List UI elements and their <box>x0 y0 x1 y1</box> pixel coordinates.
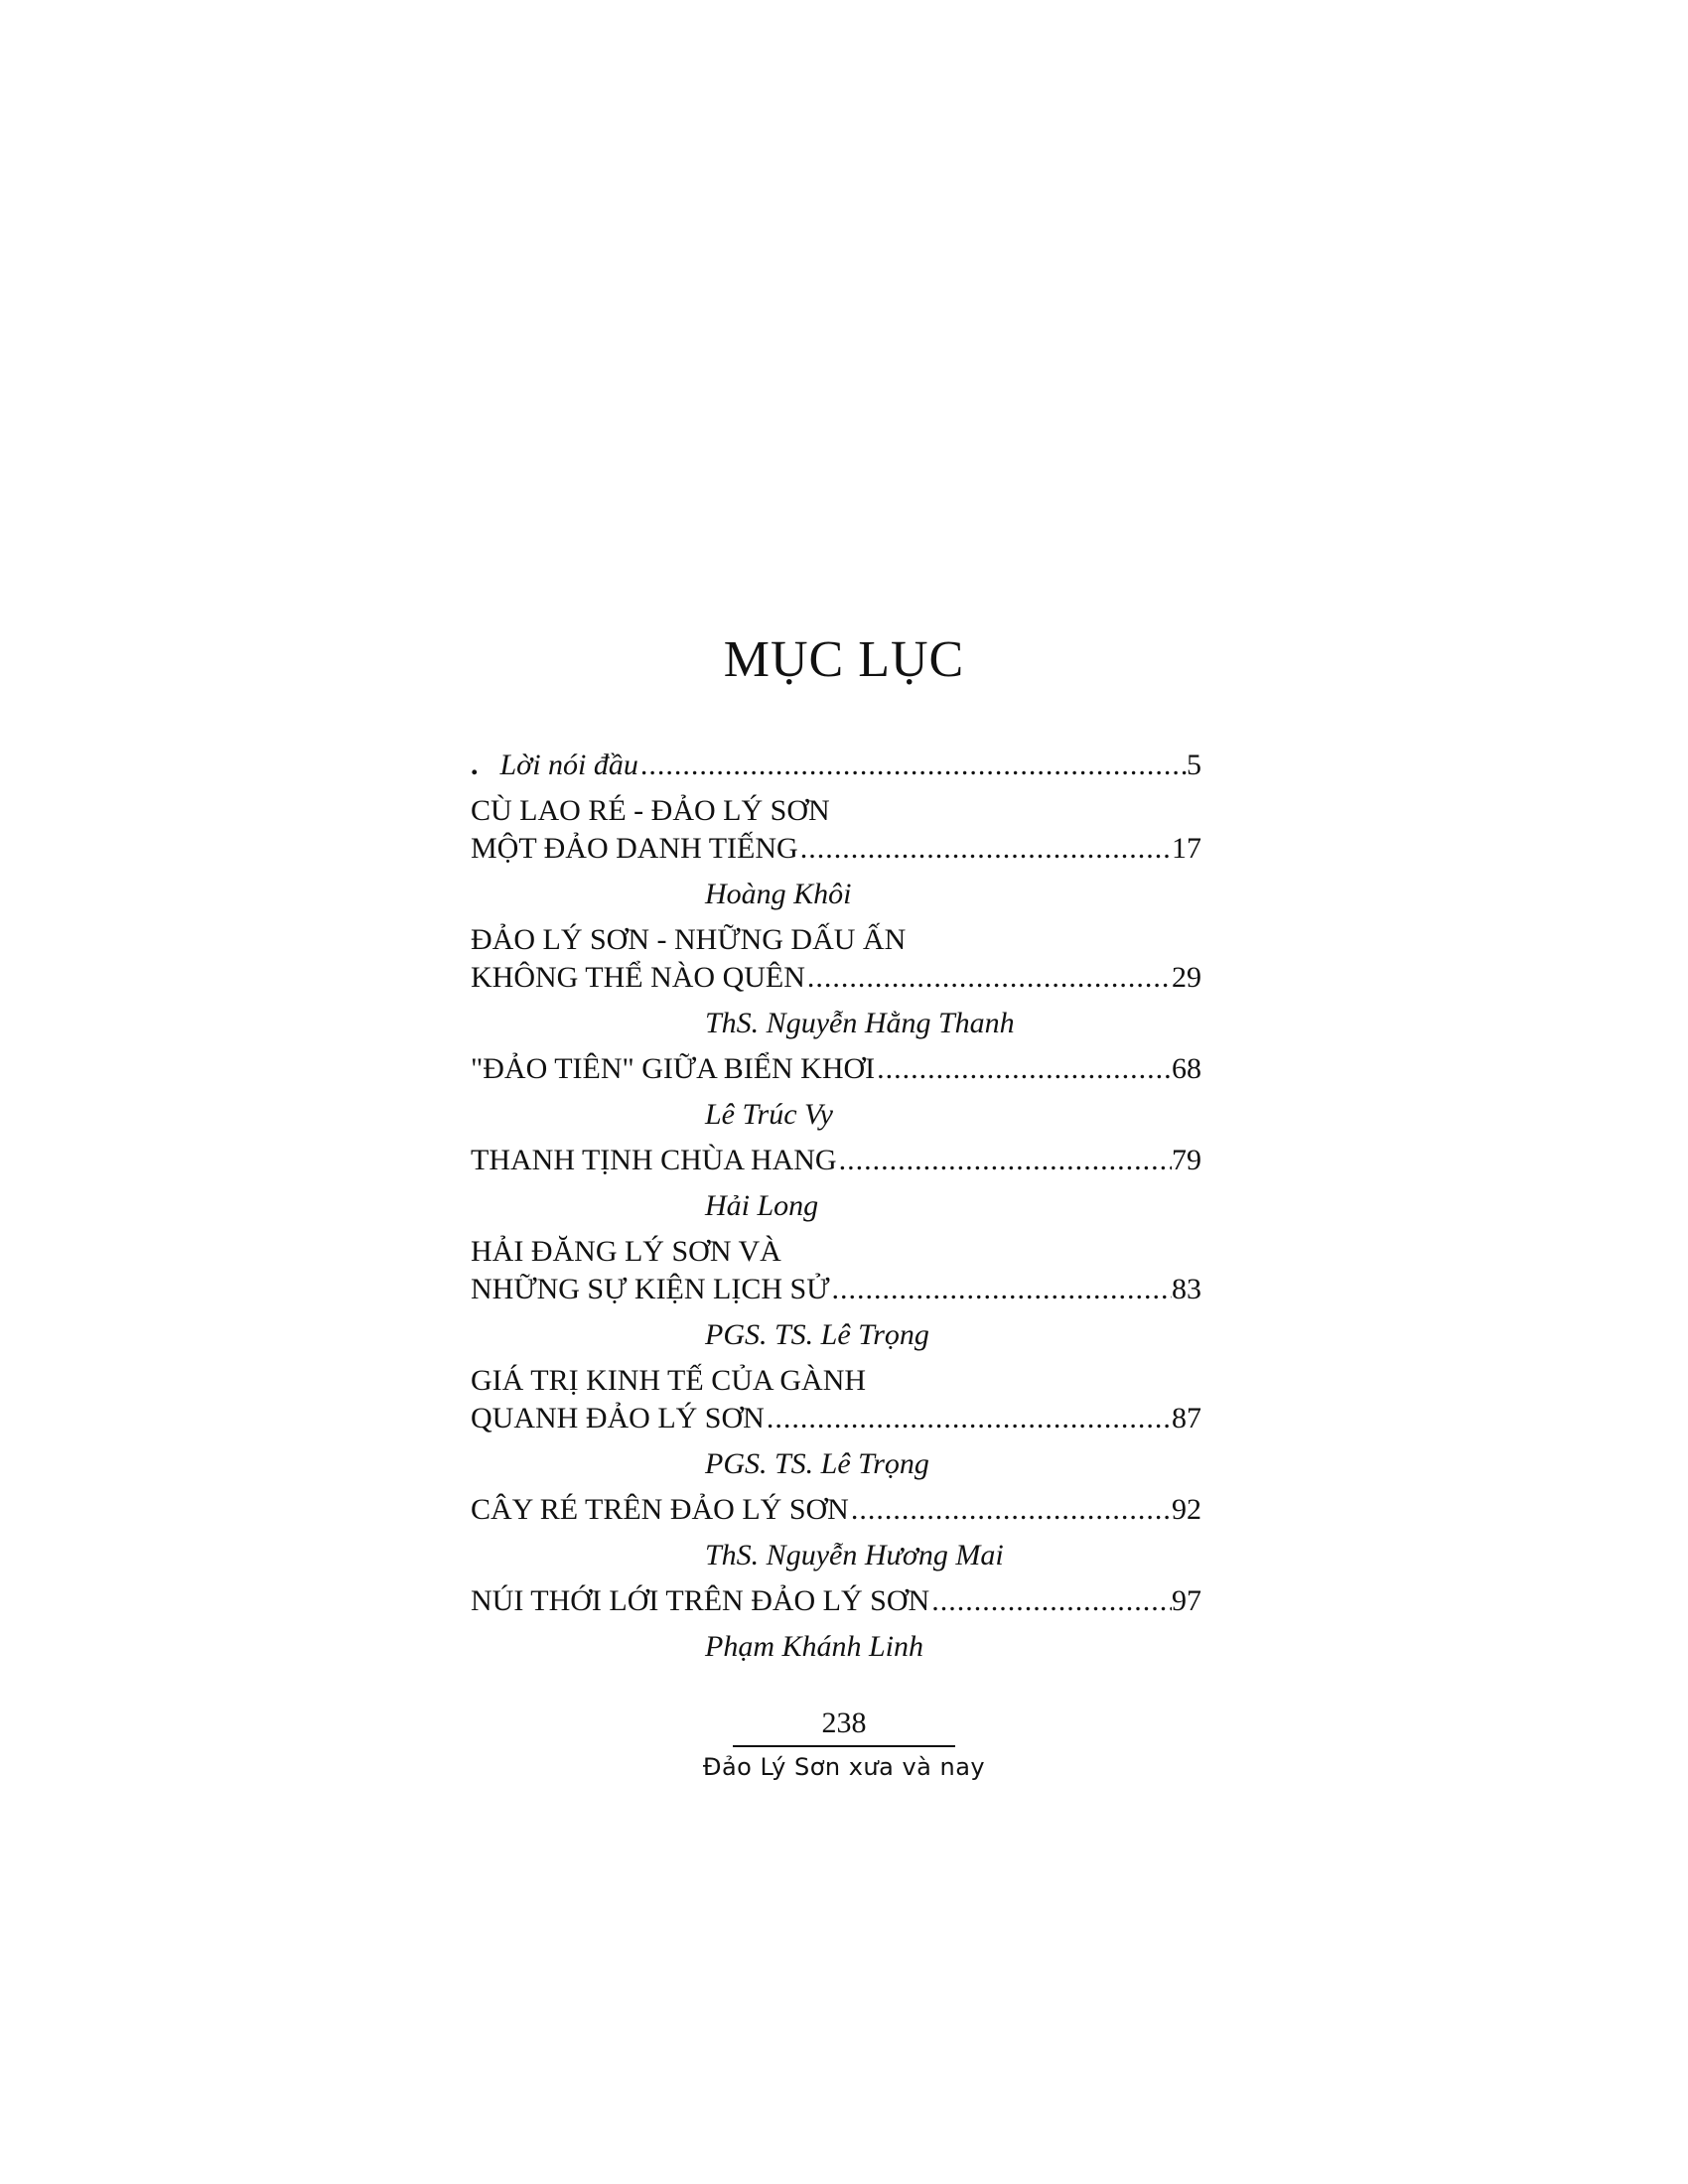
toc-entry-title-line <box>471 921 1201 959</box>
dot-leader <box>798 830 1172 868</box>
toc-entry-title: GIÁ TRỊ KINH TẾ CỦA GÀNH <box>471 1364 867 1397</box>
toc-page-number: 83 <box>1172 1273 1201 1305</box>
toc-entry-title-line-final <box>471 830 1201 868</box>
toc-entry-author: PGS. TS. Lê Trọng <box>705 1447 929 1480</box>
toc-page-number: 87 <box>1172 1402 1201 1434</box>
footer-divider <box>733 1745 955 1747</box>
toc-page-number: 68 <box>1172 1052 1201 1085</box>
toc-entry-title: NÚI THỚI LỚI TRÊN ĐẢO LÝ SƠN <box>471 1584 930 1617</box>
toc-entry-title: HẢI ĐĂNG LÝ SƠN VÀ <box>471 1235 781 1268</box>
toc-entry-author: ThS. Nguyễn Hương Mai <box>705 1539 1004 1571</box>
toc-entry-author: Phạm Khánh Linh <box>705 1630 924 1663</box>
toc-entry-author: PGS. TS. Lê Trọng <box>705 1318 929 1351</box>
page-number: 238 <box>821 1706 867 1739</box>
toc-entry-title-line <box>471 1233 1201 1271</box>
toc-entry-title: QUANH ĐẢO LÝ SƠN <box>471 1402 765 1434</box>
toc-entry-title-line-final <box>471 1582 1201 1620</box>
bullet-marker: . <box>471 749 479 781</box>
toc-page-number: 17 <box>1172 832 1201 865</box>
toc-entry-author: Hải Long <box>705 1189 819 1222</box>
table-of-contents <box>471 747 1201 1674</box>
dot-leader <box>765 1400 1172 1437</box>
toc-entry[interactable] <box>471 1050 1201 1134</box>
toc-entry-title-line <box>471 1362 1201 1400</box>
page-title: MỤC LỤC <box>723 630 965 688</box>
toc-entry[interactable] <box>471 1491 1201 1574</box>
toc-page-number: 29 <box>1172 961 1201 994</box>
toc-page-number: 5 <box>1187 749 1201 781</box>
toc-entry-title: ĐẢO LÝ SƠN - NHỮNG DẤU ẤN <box>471 923 907 956</box>
toc-entry[interactable] <box>471 1233 1201 1354</box>
toc-page-number: 79 <box>1172 1144 1201 1176</box>
toc-entry-title: THANH TỊNH CHÙA HANG <box>471 1144 837 1176</box>
running-title: Đảo Lý Sơn xưa và nay <box>702 1753 986 1781</box>
toc-entry-title-line-final <box>471 1142 1201 1179</box>
toc-entry-title-line <box>471 792 1201 830</box>
toc-entry-title: KHÔNG THỂ NÀO QUÊN <box>471 961 805 994</box>
toc-entry[interactable] <box>471 1582 1201 1666</box>
toc-entry-title-line-final <box>471 1050 1201 1088</box>
dot-leader <box>830 1271 1173 1308</box>
toc-entry-title: CÂY RÉ TRÊN ĐẢO LÝ SƠN <box>471 1493 849 1526</box>
toc-entry-title-line-final <box>471 1491 1201 1529</box>
dot-leader <box>805 959 1172 997</box>
toc-entry-title: "ĐẢO TIÊN" GIỮA BIỂN KHƠI <box>471 1052 876 1085</box>
dot-leader <box>929 1582 1172 1620</box>
toc-page-number: 97 <box>1172 1584 1201 1617</box>
toc-entry-title-line-final <box>471 1400 1201 1437</box>
page-footer <box>0 1706 1688 1781</box>
toc-entry[interactable] <box>471 1362 1201 1483</box>
dot-leader <box>837 1142 1172 1179</box>
toc-entry-title: NHỮNG SỰ KIỆN LỊCH SỬ <box>471 1273 830 1305</box>
toc-page-number: 92 <box>1172 1493 1201 1526</box>
toc-intro-entry[interactable] <box>471 747 1201 784</box>
dot-leader <box>638 747 1187 784</box>
toc-entry-list <box>471 792 1201 1666</box>
toc-entry-title: CÙ LAO RÉ - ĐẢO LÝ SƠN <box>471 794 830 827</box>
toc-entry-author: Hoàng Khôi <box>705 878 852 910</box>
toc-entry-title: MỘT ĐẢO DANH TIẾNG <box>471 832 798 865</box>
toc-entry-title-line-final <box>471 1271 1201 1308</box>
toc-entry[interactable] <box>471 792 1201 913</box>
toc-entry-author: Lê Trúc Vy <box>705 1098 833 1131</box>
toc-entry-title-line-final <box>471 959 1201 997</box>
toc-entry[interactable] <box>471 921 1201 1042</box>
dot-leader <box>875 1050 1172 1088</box>
toc-entry-title: Lời nói đầu <box>499 749 638 781</box>
toc-entry[interactable] <box>471 1142 1201 1225</box>
toc-entry-author: ThS. Nguyễn Hằng Thanh <box>705 1007 1015 1039</box>
dot-leader <box>849 1491 1172 1529</box>
